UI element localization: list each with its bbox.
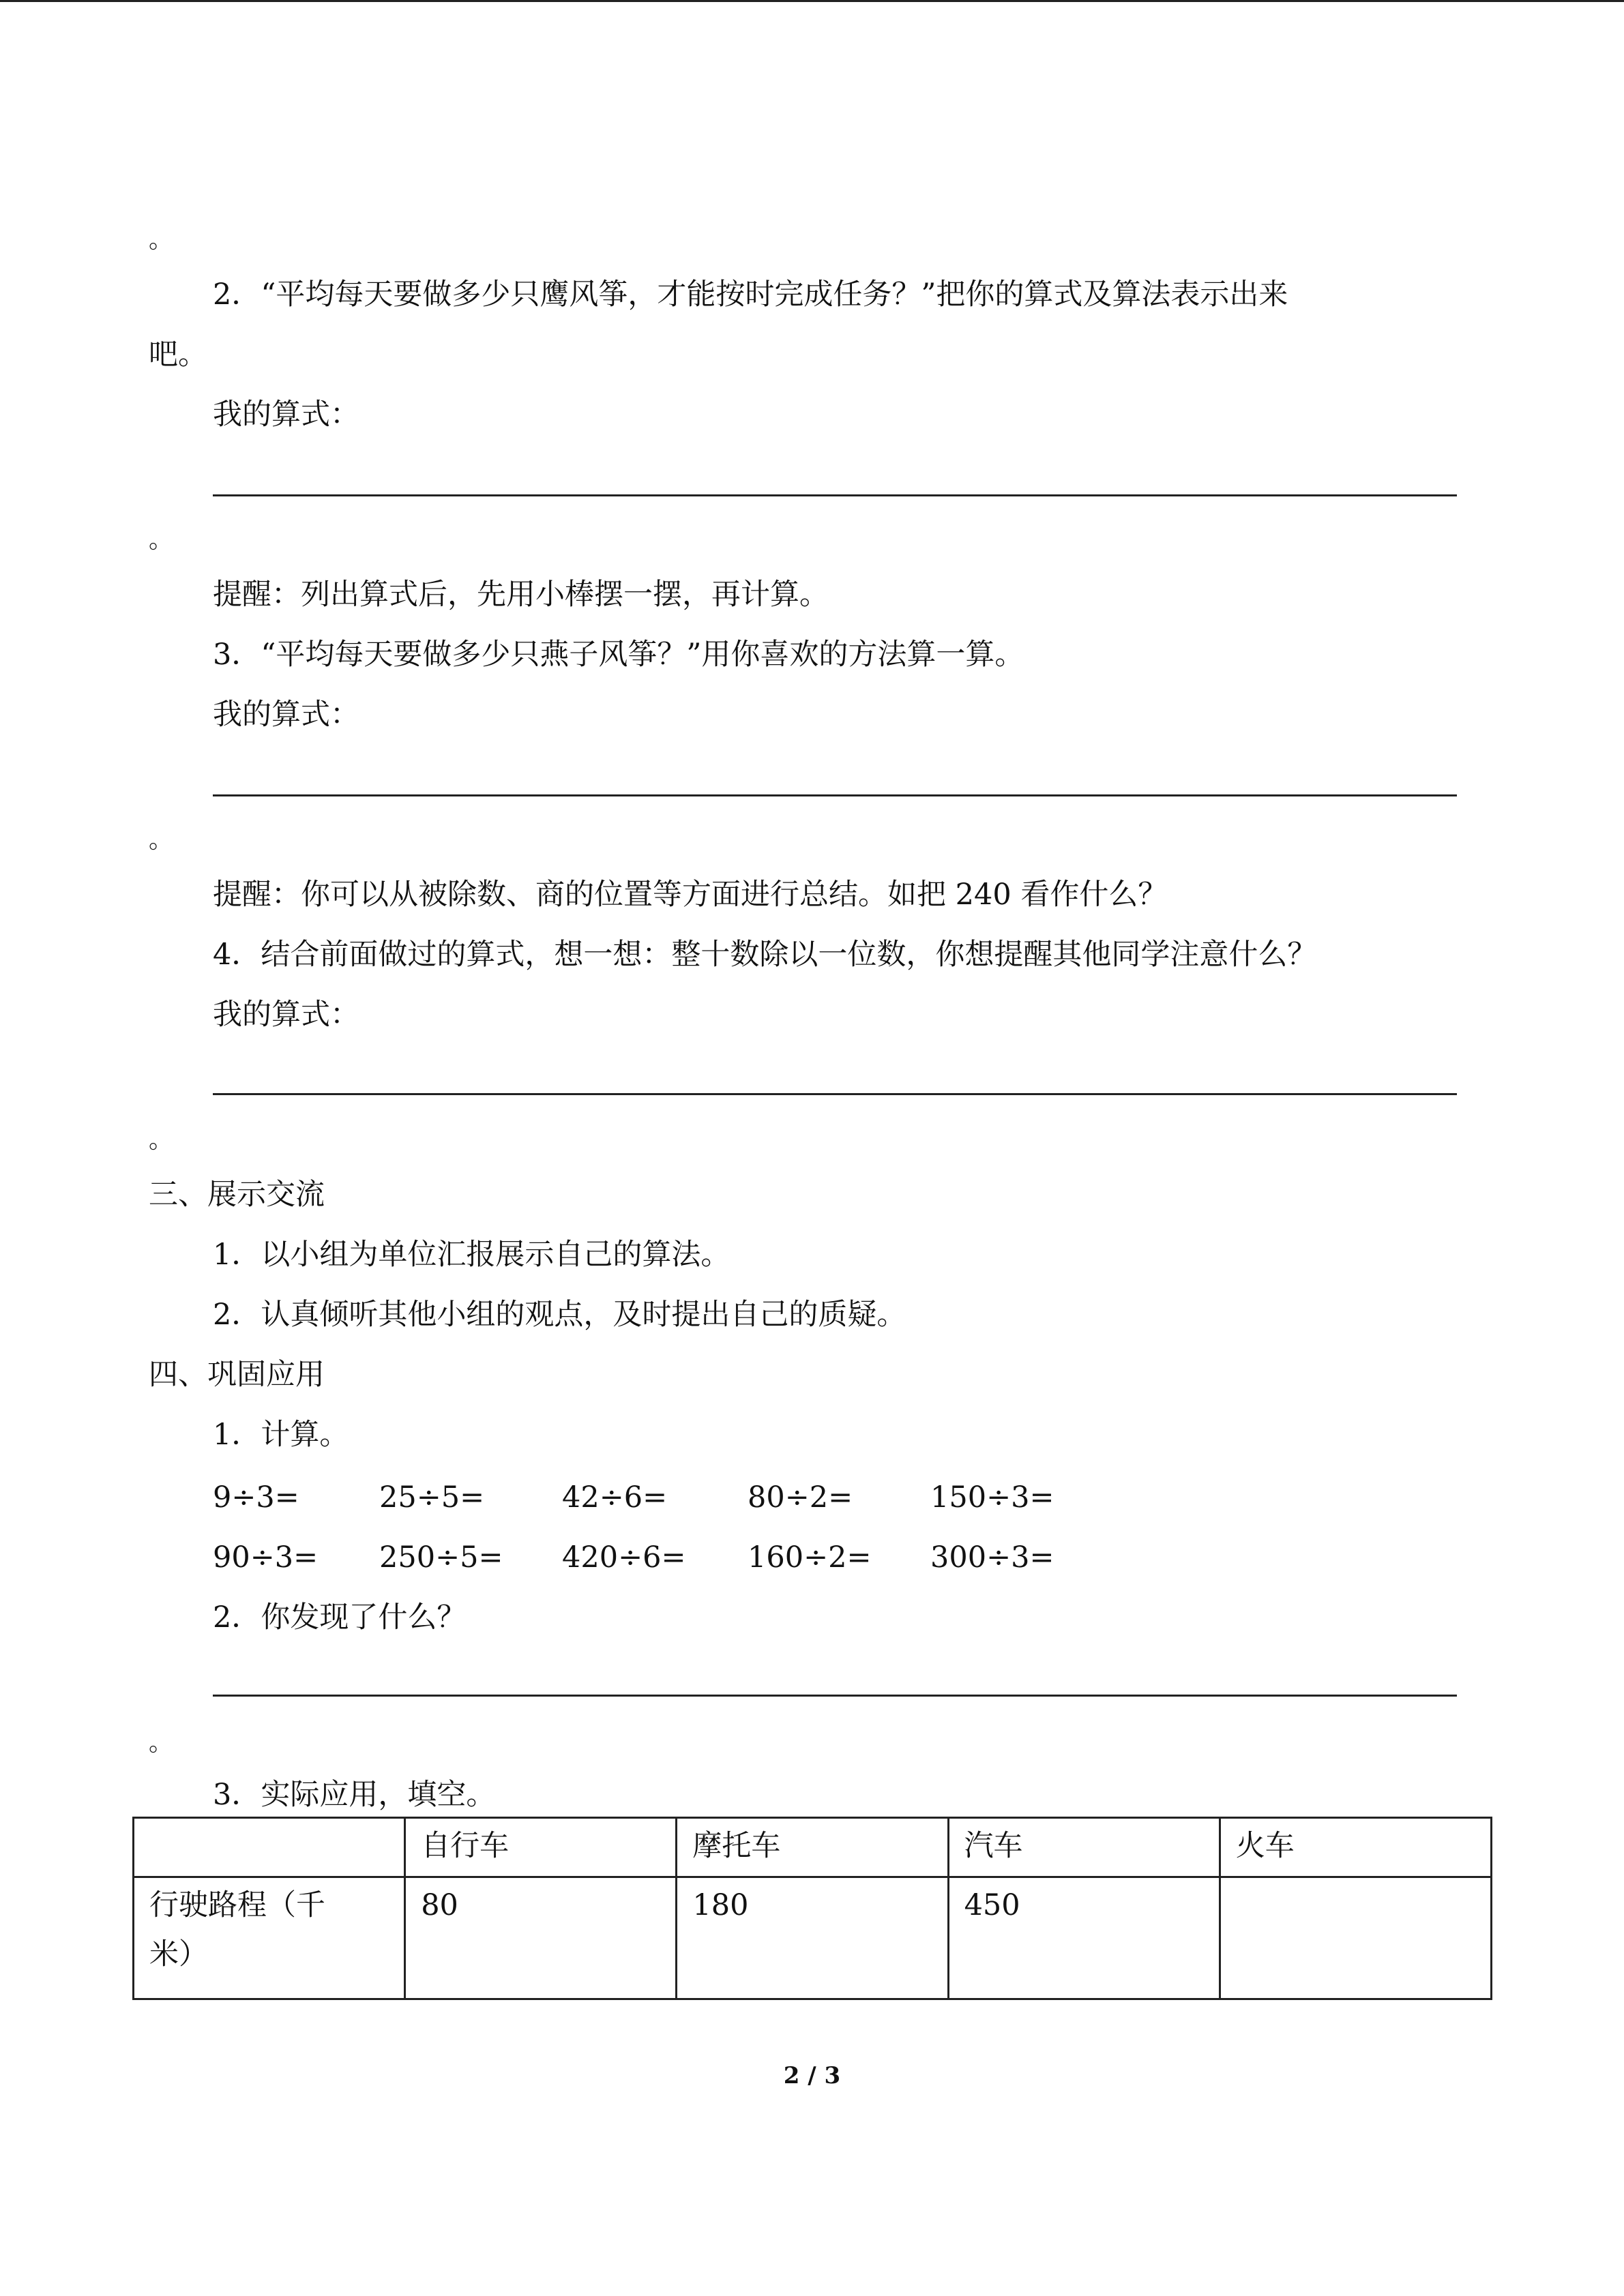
section3-item2: 2．认真倾听其他小组的观点，及时提出自己的质疑。 <box>213 1298 906 1332</box>
section3-heading: 三、展示交流 <box>149 1178 325 1212</box>
task2-question-line1: 2．“平均每天要做多少只鹰风筝，才能按时完成任务？”把你的算式及算法表示出来 <box>213 278 1288 312</box>
row-label-cell <box>134 1877 405 1999</box>
calc-expression: 420÷6= <box>562 1540 686 1575</box>
calc-expression: 300÷3= <box>930 1540 1054 1575</box>
section4-item3: 3．实际应用，填空。 <box>213 1778 496 1812</box>
calc-expression: 150÷3= <box>930 1480 1054 1515</box>
section4-item1: 1．计算。 <box>213 1418 349 1452</box>
discovery-answer-line[interactable] <box>213 1695 1457 1697</box>
table-header-row <box>134 1818 1492 1877</box>
row-label-line: 米） <box>149 1937 208 1971</box>
calc-expression: 80÷2= <box>748 1480 853 1515</box>
task3-question: 3．“平均每天要做多少只燕子风筝？”用你喜欢的方法算一算。 <box>213 638 1024 672</box>
task4-question: 4．结合前面做过的算式，想一想：整十数除以一位数，你想提醒其他同学注意什么？ <box>213 938 1317 972</box>
table-header-cell: 火车 <box>1220 1818 1491 1877</box>
calc-expression: 90÷3= <box>213 1540 319 1575</box>
table-row <box>134 1877 1492 1999</box>
period-mark: 。 <box>149 226 174 254</box>
task2-answer-line[interactable] <box>213 494 1457 496</box>
section3-item1: 1．以小组为单位汇报展示自己的算法。 <box>213 1238 730 1272</box>
table-header-cell <box>134 1818 405 1877</box>
task3-hint: 提醒：你可以从被除数、商的位置等方面进行总结。如把 240 看作什么？ <box>213 878 1168 912</box>
task2-hint: 提醒：列出算式后，先用小棒摆一摆，再计算。 <box>213 578 829 612</box>
distance-table <box>132 1817 1492 2000</box>
period-mark: 。 <box>149 1126 174 1154</box>
table-header-cell: 自行车 <box>405 1818 677 1877</box>
calc-expression: 25÷5= <box>379 1480 485 1515</box>
calc-expression: 250÷5= <box>379 1540 503 1575</box>
period-mark: 。 <box>149 826 174 854</box>
page-top-border <box>0 0 1624 2</box>
task2-formula-label: 我的算式： <box>213 398 359 432</box>
calc-expression: 160÷2= <box>748 1540 872 1575</box>
period-mark: 。 <box>149 526 174 554</box>
table-cell-blank[interactable] <box>1220 1877 1491 1999</box>
period-mark: 。 <box>149 1729 174 1757</box>
table-cell: 180 <box>677 1877 948 1999</box>
calc-expression: 9÷3= <box>213 1480 299 1515</box>
section4-item2: 2．你发现了什么？ <box>213 1600 467 1635</box>
task2-question-line2: 吧。 <box>149 338 207 372</box>
section4-heading: 四、巩固应用 <box>149 1358 325 1392</box>
task4-answer-line[interactable] <box>213 1093 1457 1095</box>
task4-formula-label: 我的算式： <box>213 998 359 1032</box>
page-number: 2 / 3 <box>783 2062 841 2089</box>
row-label-line: 行驶路程（千 <box>149 1888 325 1922</box>
task3-answer-line[interactable] <box>213 794 1457 796</box>
table-header-cell: 汽车 <box>948 1818 1220 1877</box>
task3-formula-label: 我的算式： <box>213 698 359 732</box>
calc-expression: 42÷6= <box>562 1480 668 1515</box>
table-cell: 80 <box>405 1877 677 1999</box>
table-cell: 450 <box>948 1877 1220 1999</box>
table-header-cell: 摩托车 <box>677 1818 948 1877</box>
